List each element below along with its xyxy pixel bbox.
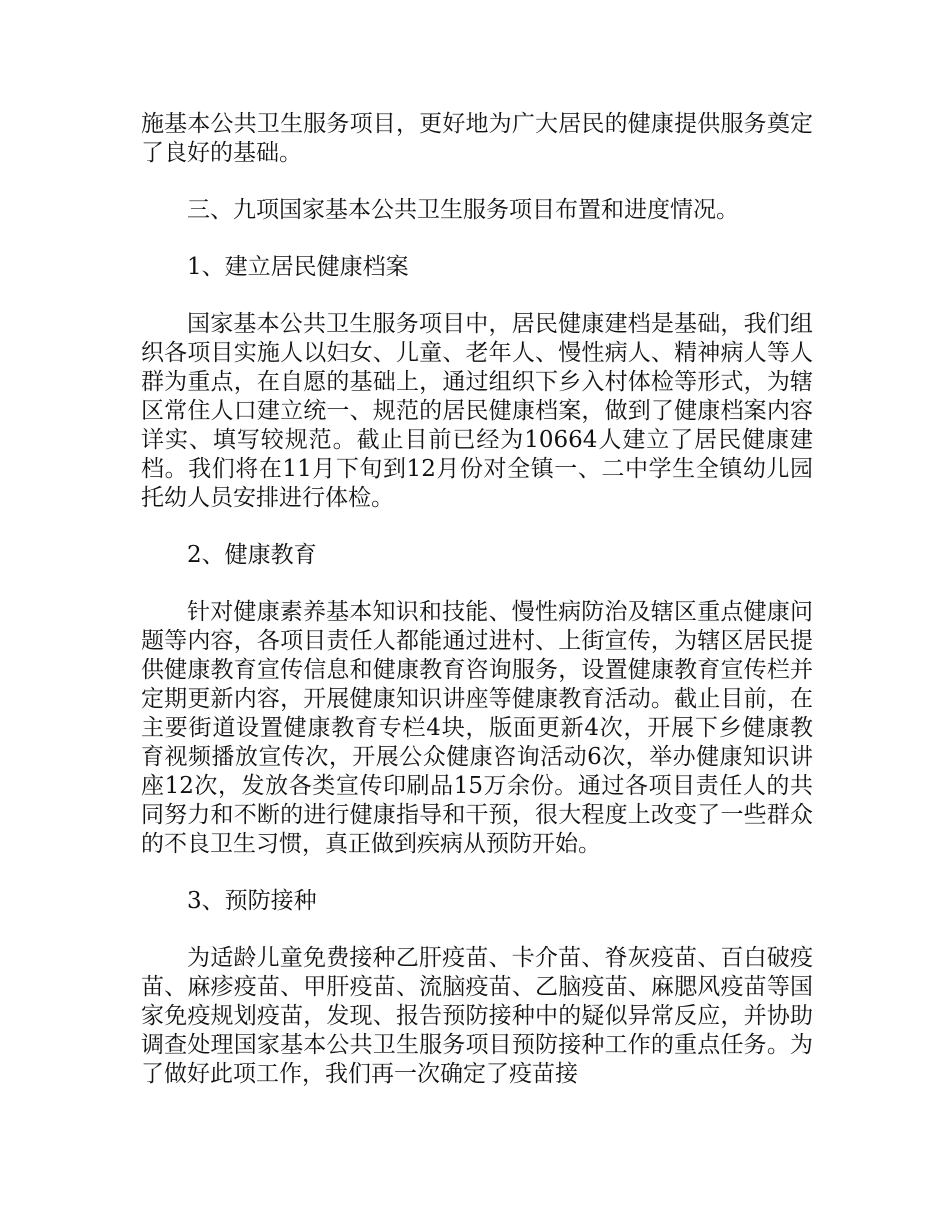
paragraph-health-education: 针对健康素养基本知识和技能、慢性病防治及辖区重点健康问题等内容，各项目责任人都能通过进村、上街宣传，为辖区居民提供健康教育宣传信息和健康教育咨询服务，设置健康教育宣传栏并定期更新内容，开展健康知识讲座等健康教育活动。截止目前，在主要街道设置健康教育专栏4块，版面更新4次，开展下乡健康教育视频播放宣传次，开展公众健康咨询活动6次，举办健康知识讲座12次，发放各类宣传印刷品15万余份。通过各项目责任人的共同努力和不断的进行健康指导和干预，很大程度上改变了一些群众的不良卫生习惯，真正做到疾病从预防开始。	[141, 599, 813, 857]
document-body	[141, 110, 813, 1089]
paragraph-health-records: 国家基本公共卫生服务项目中，居民健康建档是基础，我们组织各项目实施人以妇女、儿童、老年人、慢性病人、精神病人等人群为重点，在自愿的基础上，通过组织下乡入村体检等形式，为辖区常住人口建立统一、规范的居民健康档案，做到了健康档案内容详实、填写较规范。截止目前已经为10664人建立了居民健康建档。我们将在11月下旬到12月份对全镇一、二中学生全镇幼儿园托幼人员安排进行体检。	[141, 311, 813, 511]
subheading-health-records: 1、建立居民健康档案	[187, 254, 409, 280]
subheading-health-education: 2、健康教育	[187, 542, 317, 568]
continuation-paragraph: 施基本公共卫生服务项目，更好地为广大居民的健康提供服务奠定了良好的基础。	[141, 111, 813, 166]
subheading-vaccination: 3、预防接种	[187, 888, 317, 914]
paragraph-vaccination: 为适龄儿童免费接种乙肝疫苗、卡介苗、脊灰疫苗、百白破疫苗、麻疹疫苗、甲肝疫苗、流脑疫苗、乙脑疫苗、麻腮风疫苗等国家免疫规划疫苗，发现、报告预防接种中的疑似异常反应，并协助调查处理国家基本公共卫生服务项目预防接种工作的重点任务。为了做好此项工作，我们再一次确定了疫苗接	[141, 945, 813, 1087]
section-heading-three: 三、九项国家基本公共卫生服务项目布置和进度情况。	[187, 197, 739, 223]
